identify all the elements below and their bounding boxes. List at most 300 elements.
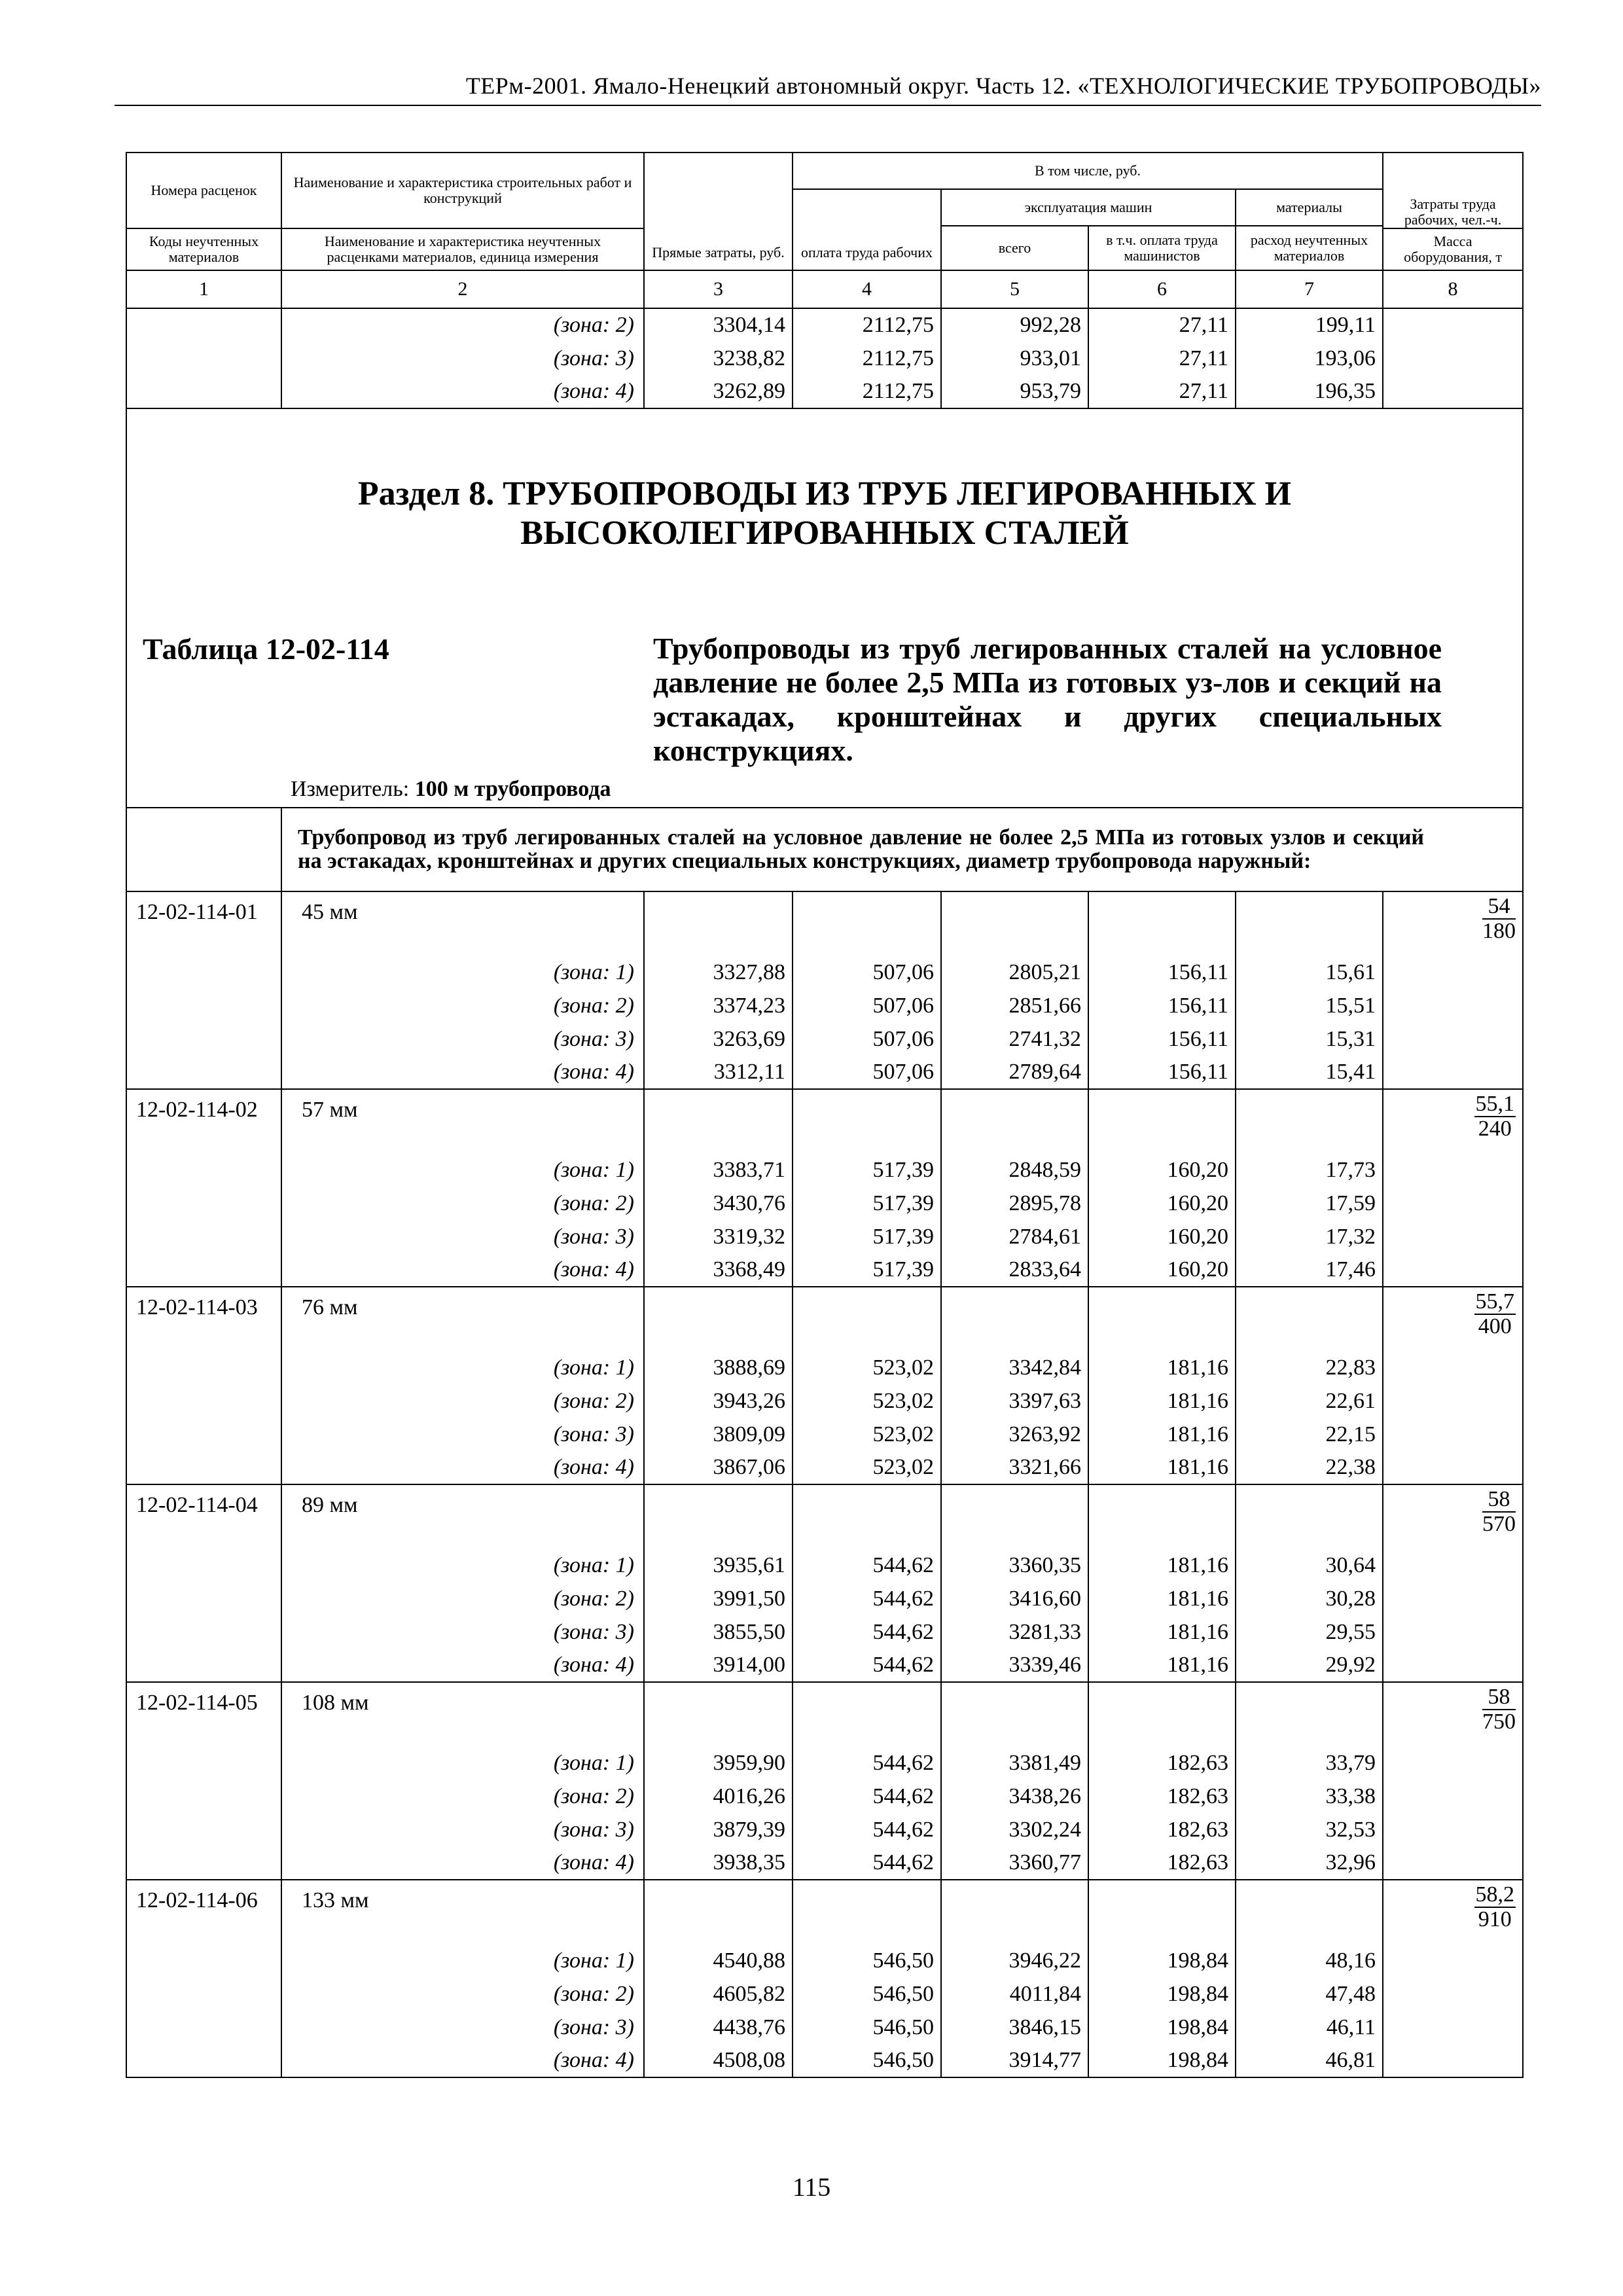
labor-mass [1383, 1880, 1523, 2077]
zone-row [126, 1649, 1523, 1682]
value-cell: 15,31 [1236, 1022, 1383, 1056]
value-cell: 3935,61 [644, 1549, 793, 1582]
value-cell: 3339,46 [941, 1649, 1088, 1682]
value-cell: 22,15 [1236, 1418, 1383, 1451]
value-cell: 27,11 [1088, 308, 1236, 342]
value-cell: 181,16 [1088, 1649, 1236, 1682]
rate-code: 12-02-114-04 [126, 1484, 281, 1682]
value-cell: 30,28 [1236, 1582, 1383, 1615]
labor-value: 58 [1482, 1685, 1516, 1710]
zone-label: (зона: 3) [281, 1813, 644, 1846]
value-cell: 3397,63 [941, 1384, 1088, 1418]
value-cell: 3360,35 [941, 1549, 1088, 1582]
empty-cell [1236, 1880, 1383, 1944]
zone-label: (зона: 2) [281, 1582, 644, 1615]
column-number: 4 [793, 270, 941, 308]
value-cell: 3914,00 [644, 1649, 793, 1682]
zone-label: (зона: 2) [281, 1187, 644, 1220]
running-header: ТЕРм-2001. Ямало-Ненецкий автономный округ. Часть 12. «ТЕХНОЛОГИЧЕСКИЕ ТРУБОПРОВОДЫ» [465, 73, 1541, 99]
value-cell: 544,62 [793, 1549, 941, 1582]
empty-cell [1088, 1287, 1236, 1351]
zone-label: (зона: 1) [281, 1746, 644, 1780]
labor-mass [1383, 1682, 1523, 1880]
value-cell: 3312,11 [644, 1056, 793, 1089]
mass-value: 570 [1482, 1512, 1516, 1536]
labor-value: 58,2 [1475, 1882, 1515, 1907]
value-cell: 3238,82 [644, 342, 793, 375]
value-cell: 46,11 [1236, 2011, 1383, 2044]
value-cell: 3263,92 [941, 1418, 1088, 1451]
value-cell: 3991,50 [644, 1582, 793, 1615]
zone-row [126, 1977, 1523, 2011]
rate-code: 12-02-114-03 [126, 1287, 281, 1484]
empty-cell [1088, 1484, 1236, 1549]
labor-mass [1383, 1484, 1523, 1682]
value-cell: 4438,76 [644, 2011, 793, 2044]
value-cell: 182,63 [1088, 1746, 1236, 1780]
column-number: 3 [644, 270, 793, 308]
measure-value: 100 м трубопровода [414, 777, 611, 801]
value-cell: 17,73 [1236, 1153, 1383, 1187]
value-cell: 3855,50 [644, 1615, 793, 1649]
empty-cell [1236, 1089, 1383, 1153]
value-cell: 3430,76 [644, 1187, 793, 1220]
value-cell: 517,39 [793, 1153, 941, 1187]
table-number: Таблица 12-02-114 [143, 632, 389, 666]
labor-mass [1383, 1089, 1523, 1287]
column-number: 1 [126, 270, 281, 308]
value-cell: 3809,09 [644, 1418, 793, 1451]
value-cell: 199,11 [1236, 308, 1383, 342]
zone-row [126, 1351, 1523, 1384]
empty-cell [793, 1287, 941, 1351]
value-cell: 4011,84 [941, 1977, 1088, 2011]
value-cell: 523,02 [793, 1384, 941, 1418]
column-number: 5 [941, 270, 1088, 308]
zone-label: (зона: 3) [281, 2011, 644, 2044]
value-cell: 3327,88 [644, 956, 793, 989]
value-cell: 2112,75 [793, 342, 941, 375]
value-cell: 546,50 [793, 1977, 941, 2011]
zone-row [126, 1220, 1523, 1253]
zone-label: (зона: 4) [281, 1649, 644, 1682]
value-cell: 517,39 [793, 1253, 941, 1287]
col-header-materials: материалы [1236, 189, 1383, 226]
empty-cell [644, 1089, 793, 1153]
zone-label: (зона: 3) [281, 342, 644, 375]
value-cell: 546,50 [793, 1944, 941, 1977]
value-cell: 198,84 [1088, 2011, 1236, 2044]
col-header-3: Прямые затраты, руб. [644, 152, 793, 270]
value-cell: 3302,24 [941, 1813, 1088, 1846]
code-cell [126, 342, 281, 375]
empty-cell [1088, 1880, 1236, 1944]
rate-code: 12-02-114-01 [126, 891, 281, 1089]
value-cell: 15,61 [1236, 956, 1383, 989]
carryover-row [126, 342, 1523, 375]
value-cell: 4605,82 [644, 1977, 793, 2011]
value-cell: 3374,23 [644, 989, 793, 1022]
col-header-1-bottom: Коды неучтенных материалов [126, 228, 281, 270]
zone-row [126, 1582, 1523, 1615]
labor-value: 54 [1482, 895, 1516, 920]
rates-table [126, 152, 1524, 2078]
value-cell: 2789,64 [941, 1056, 1088, 1089]
rate-code: 12-02-114-05 [126, 1682, 281, 1880]
value-cell: 2784,61 [941, 1220, 1088, 1253]
empty-cell [644, 1484, 793, 1549]
value-cell: 198,84 [1088, 2044, 1236, 2077]
column-number: 6 [1088, 270, 1236, 308]
zone-label: (зона: 1) [281, 956, 644, 989]
measure-label: Измеритель: [291, 777, 410, 801]
value-cell: 3381,49 [941, 1746, 1088, 1780]
labor-value: 58 [1482, 1488, 1516, 1513]
value-cell: 2851,66 [941, 989, 1088, 1022]
value-cell: 544,62 [793, 1746, 941, 1780]
empty-cell [941, 1089, 1088, 1153]
carryover-row [126, 375, 1523, 408]
value-cell: 22,38 [1236, 1451, 1383, 1484]
mass-value: 180 [1482, 919, 1516, 943]
zone-row [126, 2011, 1523, 2044]
value-cell: 27,11 [1088, 375, 1236, 408]
code-cell [126, 308, 281, 342]
empty-cell [941, 891, 1088, 956]
value-cell: 156,11 [1088, 1056, 1236, 1089]
labor-mass-fraction [1474, 1290, 1516, 1338]
value-cell: 544,62 [793, 1649, 941, 1682]
value-cell: 2848,59 [941, 1153, 1088, 1187]
labor-value: 55,1 [1475, 1092, 1515, 1116]
value-cell: 517,39 [793, 1220, 941, 1253]
rate-row [126, 1682, 1523, 1746]
zone-label: (зона: 1) [281, 1351, 644, 1384]
rate-row [126, 1484, 1523, 1549]
value-cell: 156,11 [1088, 1022, 1236, 1056]
value-cell: 160,20 [1088, 1187, 1236, 1220]
value-cell: 22,61 [1236, 1384, 1383, 1418]
section-title: Раздел 8. ТРУБОПРОВОДЫ ИЗ ТРУБ ЛЕГИРОВАННЫХ И ВЫСОКОЛЕГИРОВАННЫХ СТАЛЕЙ [357, 475, 1292, 552]
zone-row [126, 1022, 1523, 1056]
empty-cell [1088, 891, 1236, 956]
value-cell: 3321,66 [941, 1451, 1088, 1484]
value-cell: 2741,32 [941, 1022, 1088, 1056]
mass-value: 910 [1478, 1907, 1512, 1931]
value-cell: 3368,49 [644, 1253, 793, 1287]
page-number: 115 [792, 2172, 831, 2202]
empty-cell [644, 1287, 793, 1351]
value-cell: 953,79 [941, 375, 1088, 408]
value-cell: 2112,75 [793, 375, 941, 408]
value-cell: 3263,69 [644, 1022, 793, 1056]
col-header-5: всего [941, 226, 1088, 270]
value-cell: 48,16 [1236, 1944, 1383, 1977]
value-cell: 3888,69 [644, 1351, 793, 1384]
empty-cell [1236, 1682, 1383, 1746]
zone-label: (зона: 2) [281, 1780, 644, 1813]
zone-row [126, 1253, 1523, 1287]
col-header-group: В том числе, руб. [793, 152, 1383, 189]
labor-mass [1383, 891, 1523, 1089]
value-cell: 544,62 [793, 1582, 941, 1615]
empty-cell [793, 1484, 941, 1549]
zone-row [126, 1187, 1523, 1220]
value-cell: 3383,71 [644, 1153, 793, 1187]
table-description: Трубопроводы из труб легированных сталей на условное давление не более 2,5 МПа из готовых уз-лов и секций на эстакадах, кронштейнах и других специальных конструкциях. [653, 632, 1442, 767]
rate-name: 108 мм [281, 1682, 644, 1746]
rate-row [126, 1089, 1523, 1153]
zone-label: (зона: 1) [281, 1549, 644, 1582]
col-header-8-top: Затраты труда рабочих, чел.-ч. [1383, 152, 1523, 228]
value-cell: 29,92 [1236, 1649, 1383, 1682]
value-cell: 198,84 [1088, 1977, 1236, 2011]
col-header-8-bottom: Масса оборудования, т [1383, 228, 1523, 270]
value-cell: 3867,06 [644, 1451, 793, 1484]
value-cell: 3262,89 [644, 375, 793, 408]
zone-row [126, 2044, 1523, 2077]
value-cell: 523,02 [793, 1451, 941, 1484]
value-cell: 3416,60 [941, 1582, 1088, 1615]
value-cell: 507,06 [793, 989, 941, 1022]
value-cell: 160,20 [1088, 1220, 1236, 1253]
header-rule [115, 105, 1541, 106]
section-cell [126, 408, 1523, 808]
value-cell: 544,62 [793, 1615, 941, 1649]
zone-label: (зона: 3) [281, 1615, 644, 1649]
empty-cell [1236, 1484, 1383, 1549]
value-cell: 992,28 [941, 308, 1088, 342]
value-cell: 2833,64 [941, 1253, 1088, 1287]
value-cell: 32,96 [1236, 1846, 1383, 1880]
measure-line [291, 777, 1522, 807]
rate-name: 76 мм [281, 1287, 644, 1351]
rate-code: 12-02-114-02 [126, 1089, 281, 1287]
zone-row [126, 1615, 1523, 1649]
zone-label: (зона: 4) [281, 1846, 644, 1880]
value-cell: 17,46 [1236, 1253, 1383, 1287]
rate-name: 133 мм [281, 1880, 644, 1944]
value-cell: 33,79 [1236, 1746, 1383, 1780]
zone-label: (зона: 1) [281, 1944, 644, 1977]
value-cell: 33,38 [1236, 1780, 1383, 1813]
value-cell: 160,20 [1088, 1153, 1236, 1187]
value-cell: 507,06 [793, 956, 941, 989]
rate-code: 12-02-114-06 [126, 1880, 281, 2077]
value-cell: 15,51 [1236, 989, 1383, 1022]
value-cell: 198,84 [1088, 1944, 1236, 1977]
mass-value: 750 [1482, 1710, 1516, 1734]
labor-value: 55,7 [1475, 1289, 1515, 1314]
value-cell: 2895,78 [941, 1187, 1088, 1220]
rate-name: 45 мм [281, 891, 644, 956]
value-cell: 507,06 [793, 1022, 941, 1056]
value-cell: 196,35 [1236, 375, 1383, 408]
value-cell: 3438,26 [941, 1780, 1088, 1813]
value-cell: 523,02 [793, 1418, 941, 1451]
value-cell: 507,06 [793, 1056, 941, 1089]
zone-row [126, 1451, 1523, 1484]
value-cell: 4508,08 [644, 2044, 793, 2077]
col-header-1-top: Номера расценок [126, 152, 281, 228]
labor-mass [1383, 1287, 1523, 1484]
carryover-row [126, 308, 1523, 342]
zone-label: (зона: 3) [281, 1220, 644, 1253]
value-cell: 182,63 [1088, 1813, 1236, 1846]
rate-row [126, 1880, 1523, 1944]
value-cell: 3319,32 [644, 1220, 793, 1253]
zone-label: (зона: 3) [281, 1418, 644, 1451]
code-cell [126, 375, 281, 408]
value-cell: 181,16 [1088, 1418, 1236, 1451]
column-number: 7 [1236, 270, 1383, 308]
value-cell: 3846,15 [941, 2011, 1088, 2044]
column-number: 8 [1383, 270, 1523, 308]
value-cell: 32,53 [1236, 1813, 1383, 1846]
labor-mass-fraction [1474, 1883, 1516, 1931]
value-cell: 3914,77 [941, 2044, 1088, 2077]
value-cell: 3360,77 [941, 1846, 1088, 1880]
value-cell: 15,41 [1236, 1056, 1383, 1089]
value-cell: 27,11 [1088, 342, 1236, 375]
empty-cell [644, 1682, 793, 1746]
labor-cell [1383, 342, 1523, 375]
zone-row [126, 1418, 1523, 1451]
section-row [126, 408, 1523, 808]
labor-mass-fraction [1482, 1488, 1516, 1536]
zone-label: (зона: 4) [281, 1451, 644, 1484]
value-cell: 933,01 [941, 342, 1088, 375]
zone-row [126, 1549, 1523, 1582]
value-cell: 30,64 [1236, 1549, 1383, 1582]
empty-cell [1236, 1287, 1383, 1351]
zone-row [126, 1846, 1523, 1880]
labor-cell [1383, 375, 1523, 408]
value-cell: 3943,26 [644, 1384, 793, 1418]
zone-label: (зона: 2) [281, 1384, 644, 1418]
value-cell: 3946,22 [941, 1944, 1088, 1977]
col-header-machines: эксплуатация машин [941, 189, 1236, 226]
value-cell: 181,16 [1088, 1549, 1236, 1582]
column-numbers-row [126, 270, 1523, 308]
value-cell: 181,16 [1088, 1351, 1236, 1384]
zone-row [126, 1746, 1523, 1780]
table-title-block [143, 632, 1522, 768]
zone-label: (зона: 2) [281, 308, 644, 342]
empty-cell [941, 1484, 1088, 1549]
labor-mass-fraction [1482, 895, 1516, 943]
value-cell: 17,59 [1236, 1187, 1383, 1220]
group-row [126, 808, 1523, 891]
mass-value: 400 [1478, 1314, 1512, 1338]
empty-cell [793, 1089, 941, 1153]
value-cell: 17,32 [1236, 1220, 1383, 1253]
value-cell: 182,63 [1088, 1780, 1236, 1813]
col-header-6: в т.ч. оплата труда машинистов [1088, 226, 1236, 270]
value-cell: 4016,26 [644, 1780, 793, 1813]
value-cell: 181,16 [1088, 1582, 1236, 1615]
value-cell: 2805,21 [941, 956, 1088, 989]
rate-name: 57 мм [281, 1089, 644, 1153]
empty-cell [1088, 1682, 1236, 1746]
value-cell: 544,62 [793, 1846, 941, 1880]
value-cell: 47,48 [1236, 1977, 1383, 2011]
zone-label: (зона: 4) [281, 375, 644, 408]
value-cell: 181,16 [1088, 1384, 1236, 1418]
zone-label: (зона: 3) [281, 1022, 644, 1056]
value-cell: 182,63 [1088, 1846, 1236, 1880]
zone-row [126, 1944, 1523, 1977]
zone-label: (зона: 4) [281, 2044, 644, 2077]
labor-mass-fraction [1482, 1685, 1516, 1734]
zone-row [126, 989, 1523, 1022]
value-cell: 544,62 [793, 1813, 941, 1846]
value-cell: 193,06 [1236, 342, 1383, 375]
zone-row [126, 1780, 1523, 1813]
value-cell: 3938,35 [644, 1846, 793, 1880]
value-cell: 46,81 [1236, 2044, 1383, 2077]
zone-row [126, 1153, 1523, 1187]
col-header-2-bottom: Наименование и характеристика неучтенных расценками материалов, единица измерения [281, 228, 644, 270]
value-cell: 4540,88 [644, 1944, 793, 1977]
empty-cell [1236, 891, 1383, 956]
zone-label: (зона: 2) [281, 989, 644, 1022]
value-cell: 3879,39 [644, 1813, 793, 1846]
zone-label: (зона: 4) [281, 1253, 644, 1287]
empty-cell [793, 1880, 941, 1944]
value-cell: 546,50 [793, 2011, 941, 2044]
value-cell: 29,55 [1236, 1615, 1383, 1649]
empty-cell [1088, 1089, 1236, 1153]
labor-cell [1383, 308, 1523, 342]
empty-cell [941, 1287, 1088, 1351]
empty-cell [941, 1682, 1088, 1746]
value-cell: 160,20 [1088, 1253, 1236, 1287]
value-cell: 22,83 [1236, 1351, 1383, 1384]
zone-row [126, 1813, 1523, 1846]
value-cell: 3342,84 [941, 1351, 1088, 1384]
empty-cell [793, 891, 941, 956]
zone-row [126, 956, 1523, 989]
empty-cell [644, 1880, 793, 1944]
rate-name: 89 мм [281, 1484, 644, 1549]
value-cell: 156,11 [1088, 989, 1236, 1022]
col-header-7: расход неучтенных материалов [1236, 226, 1383, 270]
rate-row [126, 1287, 1523, 1351]
group-description: Трубопровод из труб легированных сталей на условное давление не более 2,5 МПа из готовых узлов и секций на эстакадах, кронштейнах и других специальных конструкциях, диаметр трубопровода наружный: [281, 808, 1523, 891]
zone-label: (зона: 4) [281, 1056, 644, 1089]
zone-row [126, 1056, 1523, 1089]
value-cell: 517,39 [793, 1187, 941, 1220]
empty-cell [793, 1682, 941, 1746]
col-header-2-top: Наименование и характеристика строительных работ и конструкций [281, 152, 644, 228]
mass-value: 240 [1478, 1117, 1512, 1141]
value-cell: 2112,75 [793, 308, 941, 342]
empty-cell [941, 1880, 1088, 1944]
zone-label: (зона: 1) [281, 1153, 644, 1187]
column-number: 2 [281, 270, 644, 308]
labor-mass-fraction [1474, 1092, 1516, 1141]
rate-row [126, 891, 1523, 956]
value-cell: 3281,33 [941, 1615, 1088, 1649]
col-header-4: оплата труда рабочих [793, 189, 941, 270]
empty-cell [644, 891, 793, 956]
zone-row [126, 1384, 1523, 1418]
value-cell: 181,16 [1088, 1615, 1236, 1649]
value-cell: 3959,90 [644, 1746, 793, 1780]
value-cell: 3304,14 [644, 308, 793, 342]
value-cell: 156,11 [1088, 956, 1236, 989]
